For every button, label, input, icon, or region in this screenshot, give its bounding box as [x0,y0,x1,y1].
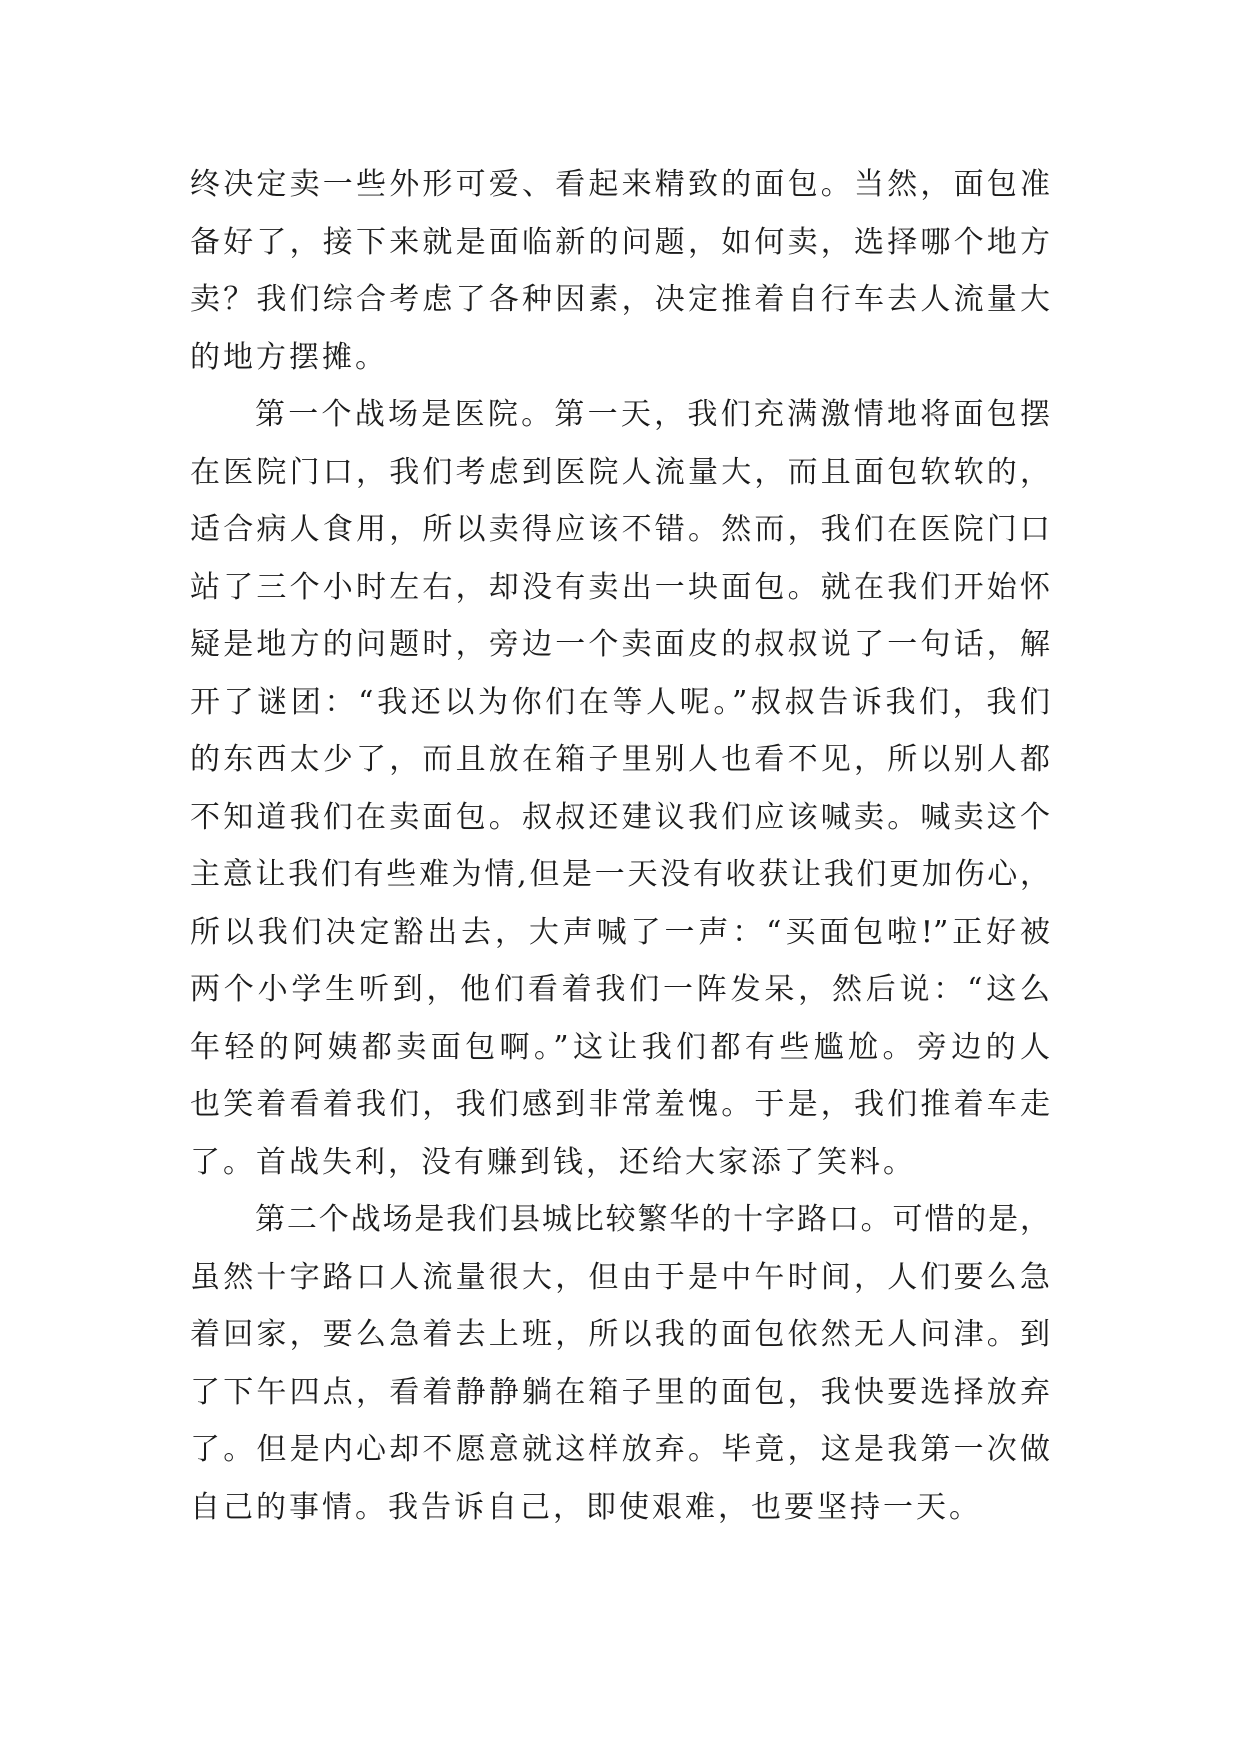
text-line: 在医院门口，我们考虑到医院人流量大，而且面包软软的， [190,454,1050,490]
text-line: 疑是地方的问题时，旁边一个卖面皮的叔叔说了一句话，解 [190,627,1050,662]
text-line: 备好了，接下来就是面临新的问题，如何卖，选择哪个地方 [190,224,1050,260]
text-line: 开了谜团：“我还以为你们在等人呢。”叔叔告诉我们，我们 [190,684,1050,720]
paragraph-2 [190,386,1050,1191]
text-line: 的东西太少了，而且放在箱子里别人也看不见，所以别人都 [190,742,1050,777]
paragraph-1 [190,156,1050,386]
text-line: 了。首战失利，没有赚到钱，还给大家添了笑料。 [190,1144,916,1180]
text-line: 也笑着看着我们，我们感到非常羞愧。于是，我们推着车走 [190,1087,1050,1122]
document-body [190,156,1050,1536]
text-line: 了。但是内心却不愿意就这样放弃。毕竟，这是我第一次做 [190,1432,1050,1467]
paragraph-3 [190,1191,1050,1536]
text-line: 站了三个小时左右，却没有卖出一块面包。就在我们开始怀 [190,569,1050,605]
text-line: 不知道我们在卖面包。叔叔还建议我们应该喊卖。喊卖这个 [190,799,1050,835]
text-line: 着回家，要么急着去上班，所以我的面包依然无人问津。到 [190,1317,1050,1352]
text-line: 自己的事情。我告诉自己，即使艰难，也要坚持一天。 [190,1489,982,1525]
text-line: 所以我们决定豁出去，大声喊了一声：“买面包啦!”正好被 [190,914,1050,950]
text-line: 第一个战场是医院。第一天，我们充满激情地将面包摆 [255,397,1050,432]
text-line: 卖？我们综合考虑了各种因素，决定推着自行车去人流量大 [190,282,1050,317]
text-line: 终决定卖一些外形可爱、看起来精致的面包。当然，面包准 [190,167,1050,202]
text-line: 第二个战场是我们县城比较繁华的十字路口。可惜的是， [255,1202,1050,1237]
text-line: 适合病人食用，所以卖得应该不错。然而，我们在医院门口 [190,512,1050,547]
text-line: 的地方摆摊。 [190,339,388,375]
text-line: 虽然十字路口人流量很大，但由于是中午时间，人们要么急 [190,1259,1050,1295]
text-line: 了下午四点，看着静静躺在箱子里的面包，我快要选择放弃 [190,1374,1050,1410]
text-line: 两个小学生听到，他们看着我们一阵发呆，然后说：“这么 [190,972,1050,1007]
text-line: 年轻的阿姨都卖面包啊。”这让我们都有些尴尬。旁边的人 [190,1029,1050,1065]
text-line: 主意让我们有些难为情,但是一天没有收获让我们更加伤心， [190,857,1050,892]
